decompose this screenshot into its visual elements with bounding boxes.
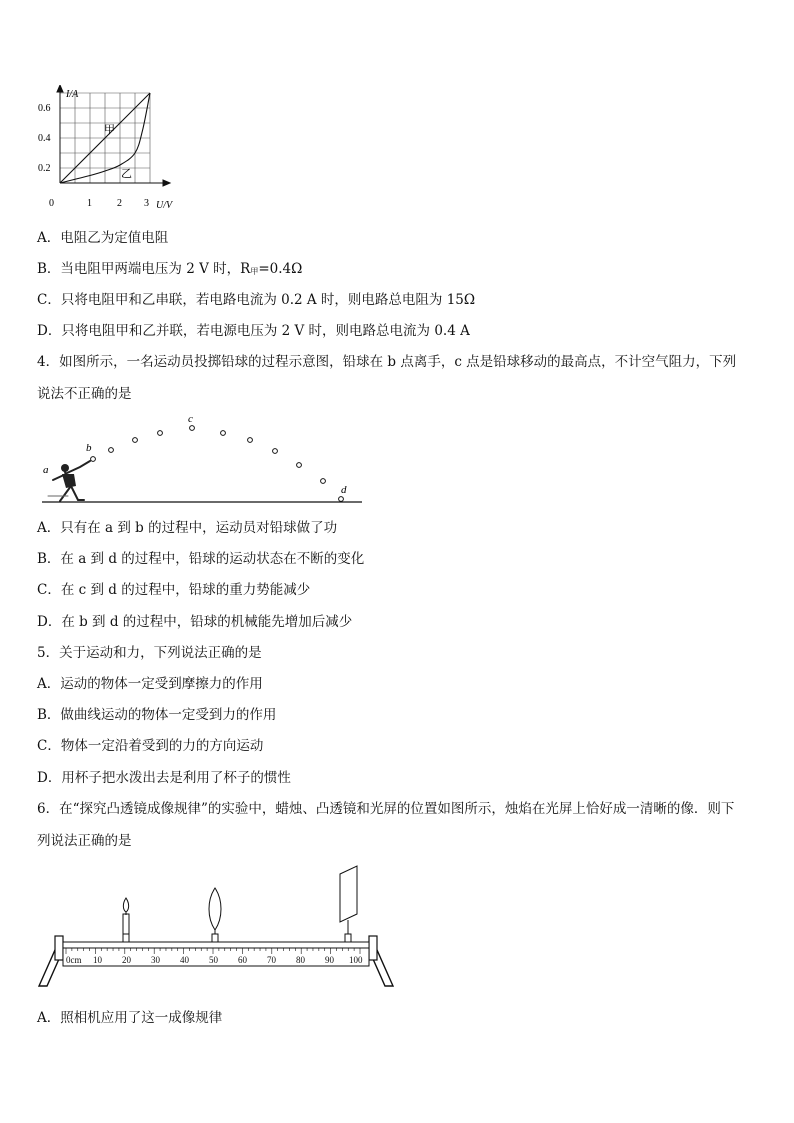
ball-point-c [190,426,195,431]
origin-label: 0 [49,198,54,209]
athlete-figure [48,461,90,501]
iu-graph [30,85,190,215]
ruler-label-0: 0cm [66,955,82,965]
ball-point [297,463,302,468]
curve-label-yi: 乙 [121,168,132,180]
q6-stem-line1: 6．在“探究凸透镜成像规律”的实验中，蜡烛、凸透镜和光屏的位置如图所示，烛焰在光屏上恰好成一清晰的像．则下 [37,801,735,817]
q3-option-d: D．只将电阻甲和乙并联，若电源电压为 2 V 时，则电路总电流为 0.4 A [37,323,470,339]
ruler-label-40: 40 [180,955,189,965]
point-label-b: b [86,442,92,454]
q6-stem-line2: 列说法正确的是 [37,833,132,849]
candle [123,898,129,942]
q4-option-c: C．在 c 到 d 的过程中，铅球的重力势能减少 [37,582,311,598]
ruler-label-80: 80 [296,955,305,965]
q4-stem-line2: 说法不正确的是 [37,386,132,402]
x-axis-label: U/V [156,200,173,211]
q5-option-c: C．物体一定沿着受到的力的方向运动 [37,738,264,754]
ball-point [109,448,114,453]
convex-lens [209,888,221,942]
ruler-label-60: 60 [238,955,247,965]
ball-point [321,479,326,484]
ball-point [133,438,138,443]
q3-option-c: C．只将电阻甲和乙串联，若电路电流为 0.2 A 时，则电路总电阻为 15Ω [37,292,476,308]
ball-point-d [339,497,344,502]
point-label-c: c [188,413,193,425]
q3-option-a: A．电阻乙为定值电阻 [37,230,169,246]
q4-stem-line1: 4．如图所示，一名运动员投掷铅球的过程示意图，铅球在 b 点离手，c 点是铅球移动的最高点，不计空气阻力，下列 [37,354,737,370]
x-tick-1: 1 [87,198,92,209]
ball-point [221,431,226,436]
curve-label-jia: 甲 [104,124,115,136]
q4-option-d: D．在 b 到 d 的过程中，铅球的机械能先增加后减少 [37,614,353,630]
ball-point [273,449,278,454]
point-label-d: d [341,484,347,496]
ruler-label-90: 90 [325,955,334,965]
ball-trajectory [91,426,344,502]
optical-bench-figure [37,862,397,990]
y-axis-label: I/A [66,89,79,100]
q3-option-b-subscript: 甲 [250,267,259,276]
q5-option-d: D．用杯子把水泼出去是利用了杯子的惯性 [37,770,291,786]
shot-put-figure [38,412,368,508]
point-label-a: a [43,464,49,476]
x-tick-3: 3 [144,198,149,209]
q3-option-b-prefix: B．当电阻甲两端电压为 2 V 时，R [37,261,251,277]
q3-option-b-suffix: =0.4Ω [258,261,303,277]
y-tick-0-4: 0.4 [38,133,51,144]
light-screen [340,866,357,942]
x-tick-2: 2 [117,198,122,209]
ruler-label-30: 30 [151,955,160,965]
q3-option-b [37,260,302,281]
ball-point-b [91,457,96,462]
bench-rail [63,942,369,948]
q4-option-a: A．只有在 a 到 b 的过程中，运动员对铅球做了功 [37,520,338,536]
ruler-label-50: 50 [209,955,218,965]
q5-option-a: A．运动的物体一定受到摩擦力的作用 [37,676,263,692]
q6-option-a: A．照相机应用了这一成像规律 [37,1010,223,1026]
bench-right-post [369,936,377,960]
bench-left-post [55,936,63,960]
y-tick-0-6: 0.6 [38,103,51,114]
q4-option-b: B．在 a 到 d 的过程中，铅球的运动状态在不断的变化 [37,551,365,567]
ruler-label-20: 20 [122,955,131,965]
y-tick-0-2: 0.2 [38,163,51,174]
ruler-label-100: 100 [349,955,363,965]
ball-point [248,438,253,443]
q5-stem: 5．关于运动和力，下列说法正确的是 [37,645,262,661]
ruler-label-70: 70 [267,955,276,965]
ball-point [158,431,163,436]
q5-option-b: B．做曲线运动的物体一定受到力的作用 [37,707,277,723]
ruler-label-10: 10 [93,955,102,965]
